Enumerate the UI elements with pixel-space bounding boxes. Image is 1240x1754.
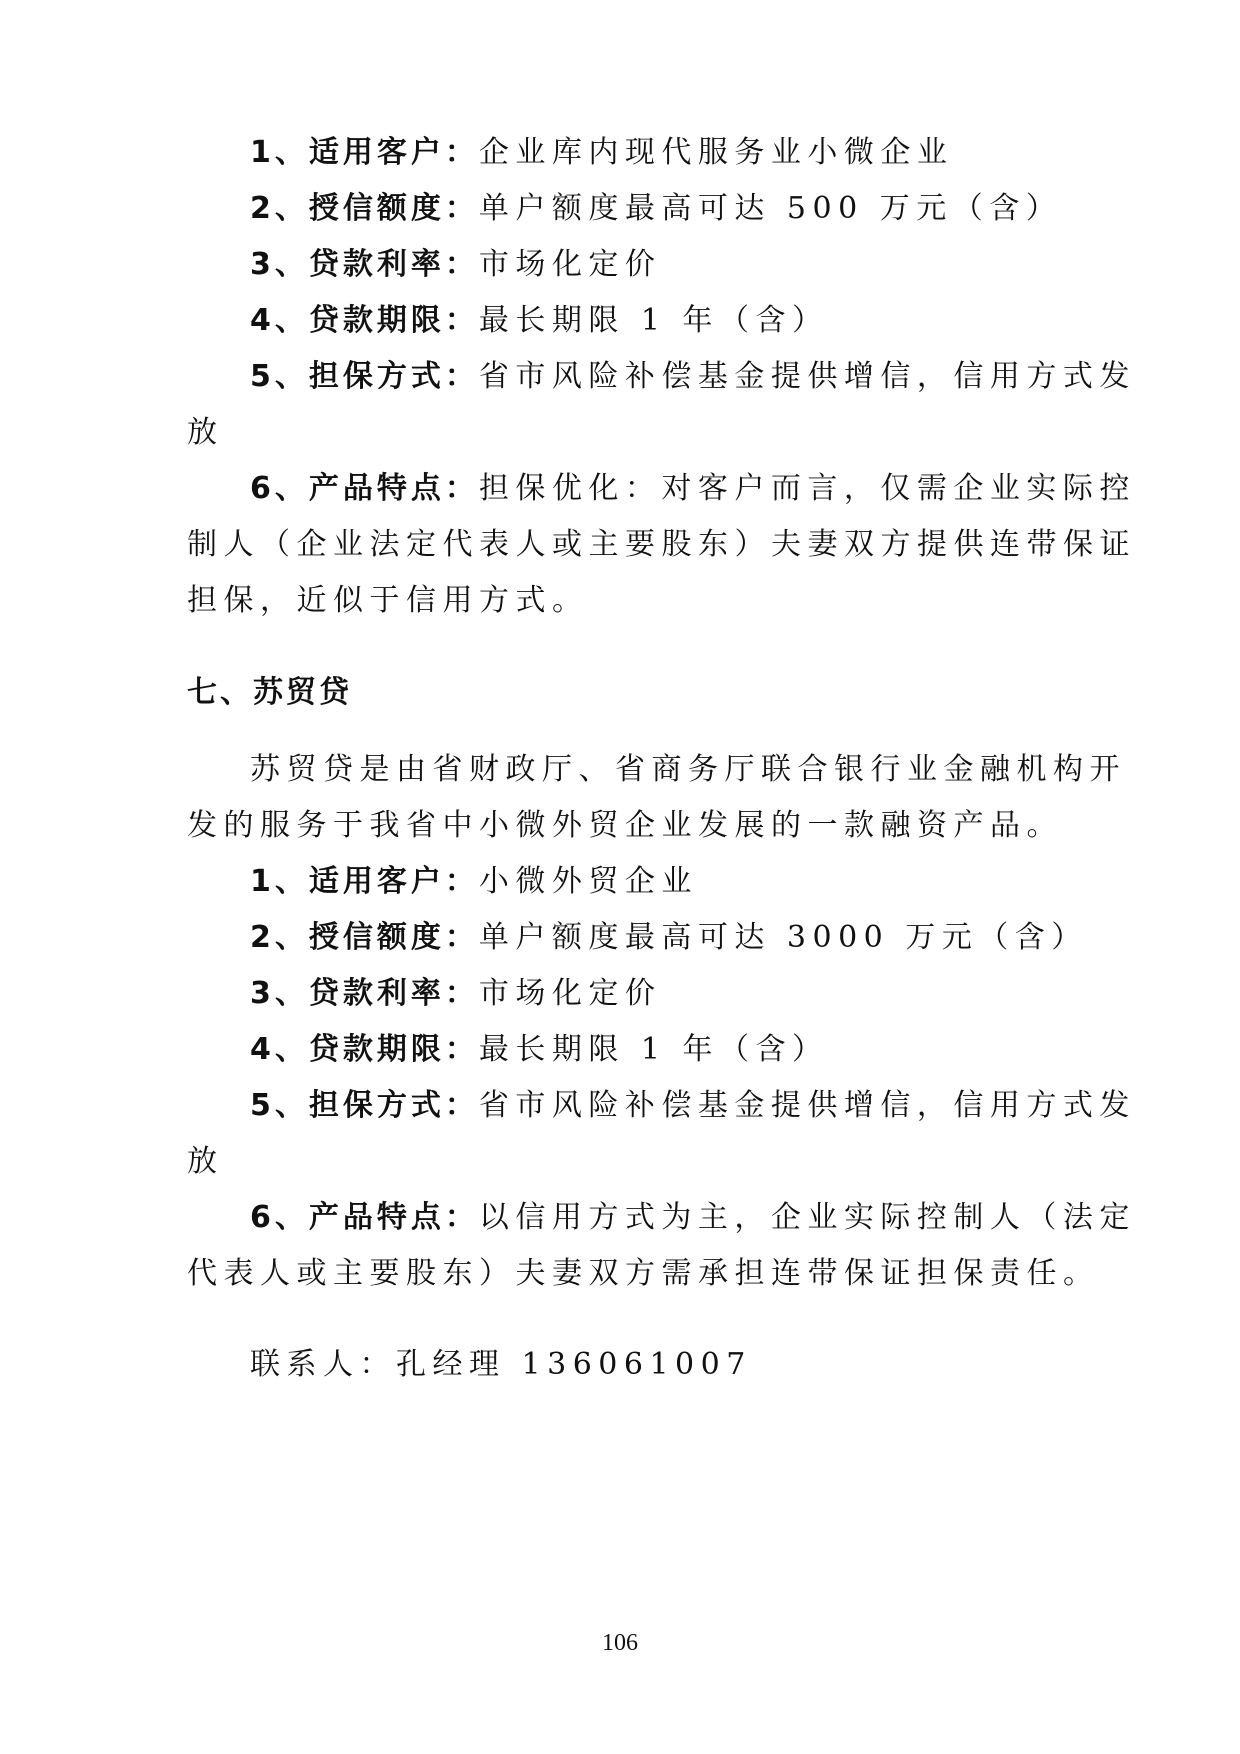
s1-item-3-label: 3、贷款利率： <box>250 247 479 282</box>
s2-item-4 <box>250 1030 1060 1070</box>
s2-item-3-text: 市场化定价 <box>478 976 662 1011</box>
s1-item-6-continuation-2: 担保，近似于信用方式。 <box>187 583 589 618</box>
s1-item-5-text: 省市风险补偿基金提供增信，信用方式发 <box>478 359 1136 394</box>
s2-item-3-label: 3、贷款利率： <box>250 976 479 1011</box>
page-number: 106 <box>602 1630 638 1656</box>
s2-item-1-text: 小微外贸企业 <box>478 864 698 899</box>
s2-item-5 <box>250 1086 1136 1126</box>
s1-item-1 <box>250 133 1060 173</box>
s2-item-6 <box>250 1198 1136 1238</box>
contact-line: 联系人：孔经理 136061007 <box>250 1347 752 1382</box>
s2-item-1 <box>250 862 1060 902</box>
s1-item-2-text: 单户额度最高可达 500 万元（含） <box>478 191 1063 226</box>
s2-item-5-continuation: 放 <box>187 1144 224 1179</box>
s1-item-5-label: 5、担保方式： <box>250 359 479 394</box>
s1-item-1-label: 1、适用客户： <box>250 135 479 170</box>
s2-item-6-continuation: 代表人或主要股东）夫妻双方需承担连带保证担保责任。 <box>187 1256 1100 1291</box>
s1-item-3 <box>250 245 1060 285</box>
s2-item-4-text: 最长期限 1 年（含） <box>478 1032 829 1067</box>
s1-item-4 <box>250 301 1060 341</box>
s1-item-4-label: 4、贷款期限： <box>250 303 479 338</box>
s1-item-2 <box>250 189 1063 229</box>
s2-item-2-text: 单户额度最高可达 3000 万元（含） <box>478 920 1088 955</box>
s2-item-4-label: 4、贷款期限： <box>250 1032 479 1067</box>
s1-item-4-text: 最长期限 1 年（含） <box>478 303 829 338</box>
s1-item-3-text: 市场化定价 <box>478 247 662 282</box>
intro-paragraph-line-1: 苏贸贷是由省财政厅、省商务厅联合银行业金融机构开 <box>250 752 1126 787</box>
s1-item-5-continuation: 放 <box>187 415 224 450</box>
s1-item-6-label: 6、产品特点： <box>250 471 479 506</box>
s2-item-2 <box>250 918 1088 958</box>
s2-item-1-label: 1、适用客户： <box>250 864 479 899</box>
s1-item-5 <box>250 357 1136 397</box>
section-heading: 七、苏贸贷 <box>187 675 352 710</box>
s2-item-6-text: 以信用方式为主，企业实际控制人（法定 <box>478 1200 1136 1235</box>
s1-item-6-continuation: 制人（企业法定代表人或主要股东）夫妻双方提供连带保证 <box>187 527 1136 562</box>
intro-paragraph-line-2: 发的服务于我省中小微外贸企业发展的一款融资产品。 <box>187 808 1063 843</box>
s1-item-6-text: 担保优化：对客户而言，仅需企业实际控 <box>478 471 1136 506</box>
s2-item-5-text: 省市风险补偿基金提供增信，信用方式发 <box>478 1088 1136 1123</box>
s2-item-3 <box>250 974 1060 1014</box>
s1-item-6 <box>250 469 1136 509</box>
s1-item-2-label: 2、授信额度： <box>250 191 479 226</box>
s1-item-1-text: 企业库内现代服务业小微企业 <box>478 135 954 170</box>
s2-item-2-label: 2、授信额度： <box>250 920 479 955</box>
s2-item-5-label: 5、担保方式： <box>250 1088 479 1123</box>
s2-item-6-label: 6、产品特点： <box>250 1200 479 1235</box>
